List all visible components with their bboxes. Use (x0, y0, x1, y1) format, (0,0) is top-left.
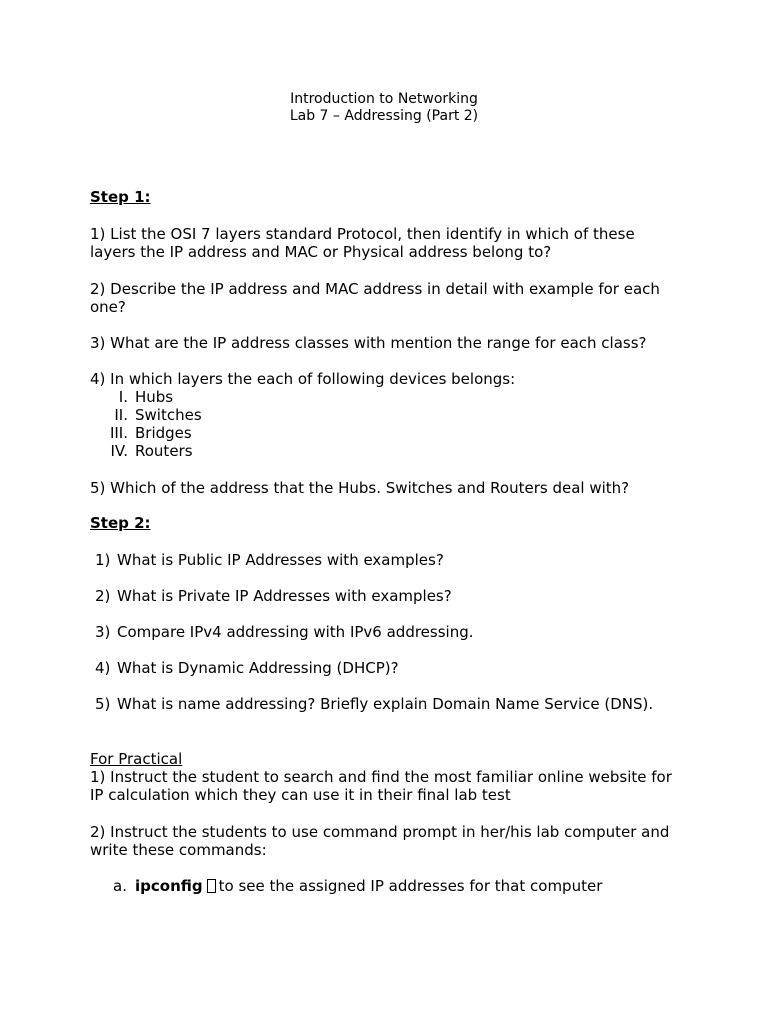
list-item (95, 659, 715, 677)
step1-question-2: 2) Describe the IP address and MAC address in detail with example for each one? (90, 280, 660, 316)
list-item-text: Compare IPv4 addressing with IPv6 addressing. (117, 623, 474, 641)
list-item-label: Bridges (135, 424, 192, 442)
practical-item-2: 2) Instruct the students to use command prompt in her/his lab computer and write these commands: (90, 823, 670, 859)
list-item-number: II. (114, 406, 128, 424)
list-item-text: What is Public IP Addresses with examples? (117, 551, 444, 569)
practical-item-1: 1) Instruct the student to search and find the most familiar online website for IP calculation which they can use it in their final lab test (90, 768, 672, 804)
list-item-text: What is Dynamic Addressing (DHCP)? (117, 659, 399, 677)
step1-question-5: 5) Which of the address that the Hubs. Switches and Routers deal with? (90, 479, 630, 497)
list-item-number: 2) (95, 587, 111, 605)
course-title: Introduction to Networking (290, 91, 478, 107)
missing-glyph-icon (207, 879, 216, 893)
list-item-number: 4) (95, 659, 111, 677)
command-item (113, 877, 602, 895)
step1-question-3: 3) What are the IP address classes with mention the range for each class? (90, 334, 647, 352)
list-item (90, 406, 390, 424)
practical-heading: For Practical (90, 750, 183, 768)
command-description: to see the assigned IP addresses for that computer (218, 877, 603, 895)
list-item-number: I. (118, 388, 128, 406)
step1-question-1: 1) List the OSI 7 layers standard Protocol, then identify in which of these layers the IP address and MAC or Physical address belong to? (90, 225, 635, 261)
list-item-text: What is name addressing? Briefly explain Domain Name Service (DNS). (117, 695, 654, 713)
list-item-label: Switches (135, 406, 202, 424)
step1-question-4: 4) In which layers the each of following devices belongs: (90, 370, 516, 388)
document-title (0, 91, 768, 125)
list-item (90, 388, 390, 406)
list-item-number: 1) (95, 551, 111, 569)
list-item (95, 695, 715, 713)
list-item-text: What is Private IP Addresses with examples? (117, 587, 452, 605)
step1-heading: Step 1: (90, 188, 151, 206)
step2-heading: Step 2: (90, 514, 151, 532)
list-item-number: IV. (110, 442, 128, 460)
list-item (95, 551, 715, 569)
list-item (90, 424, 390, 442)
device-list (90, 388, 390, 460)
command-letter: a. (113, 877, 127, 895)
command-name: ipconfig (135, 877, 203, 895)
list-item-number: 3) (95, 623, 111, 641)
list-item-number: III. (109, 424, 128, 442)
list-item-label: Hubs (135, 388, 174, 406)
list-item (95, 587, 715, 605)
lab-title: Lab 7 – Addressing (Part 2) (289, 108, 479, 124)
list-item-number: 5) (95, 695, 111, 713)
list-item (95, 623, 715, 641)
list-item (90, 442, 390, 460)
list-item-label: Routers (135, 442, 193, 460)
